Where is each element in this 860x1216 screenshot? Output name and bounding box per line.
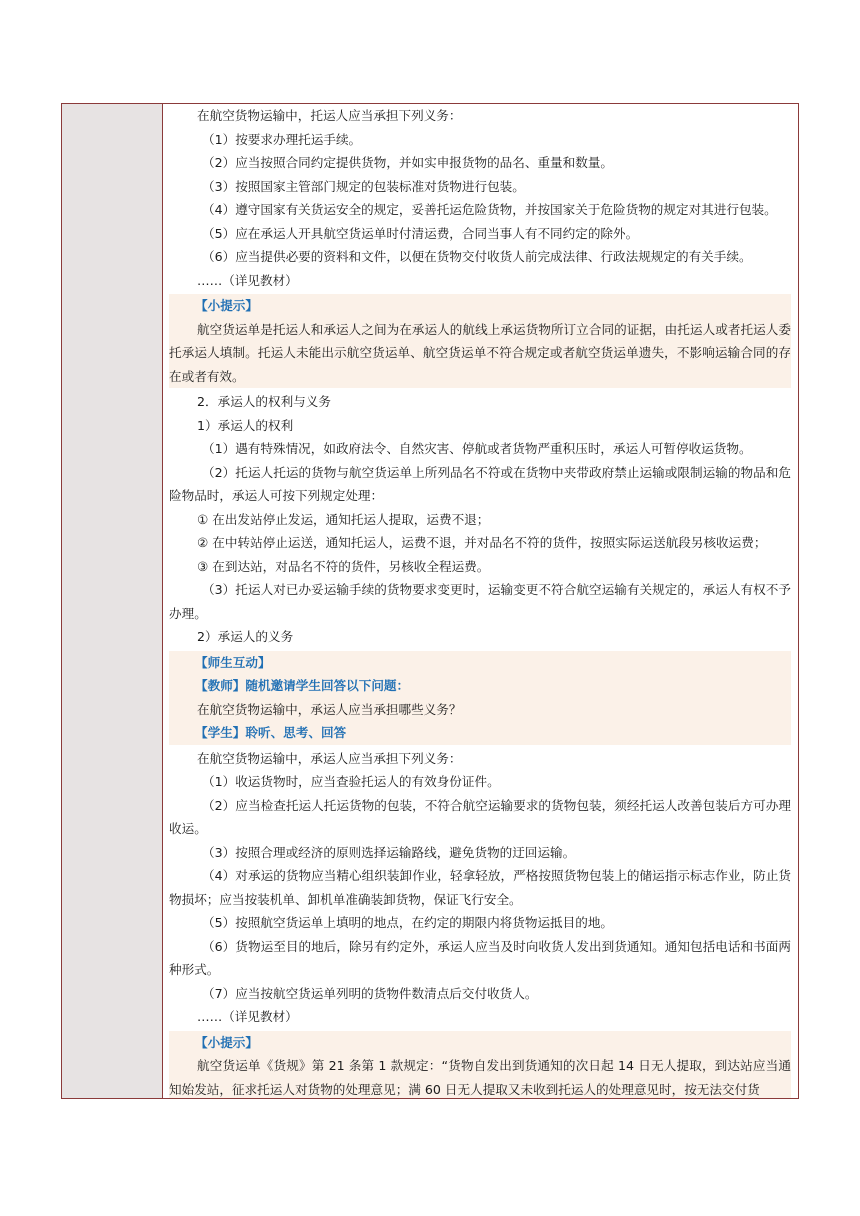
subsection-heading: 2）承运人的义务 [197, 629, 294, 644]
tip-text: 航空货运单是托运人和承运人之间为在承运人的航线上承运货物所订立合同的证据，由托运人或者托运人委托承运人填制。托运人未能出示航空货运单、航空货运单不符合规定或者航空货运单遗失，不影响运输合同的存在或者有效。 [169, 321, 791, 384]
see-textbook: ……（详见教材） [197, 1009, 298, 1024]
tip-label: 【小提示】 [195, 298, 258, 313]
shipper-item: （1）按要求办理托运手续。 [202, 131, 362, 147]
carrier-item: （2）应当检查托运人托运货物的包装，不符合航空运输要求的货物包装，须经托运人改善包装后方可办理收运。 [169, 797, 791, 836]
left-column [62, 104, 163, 1098]
carrier-item: （1）收运货物时，应当查验托运人的有效身份证件。 [202, 774, 500, 789]
shipper-item: （4）遵守国家有关货运安全的规定，妥善托运危险货物，并按国家关于危险货物的规定对其进行包装。 [202, 202, 777, 217]
carrier-item: （3）按照合理或经济的原则选择运输路线，避免货物的迂回运输。 [202, 844, 576, 860]
shipper-item: （3）按照国家主管部门规定的包装标准对货物进行包装。 [202, 178, 525, 194]
carrier-right: （2）托运人托运的货物与航空货运单上所列品名不符或在货物中夹带政府禁止运输或限制运输的物品和危险物品时，承运人可按下列规定处理： [169, 464, 791, 503]
carrier-right-sub: ② 在中转站停止运送，通知托运人，运费不退，并对品名不符的货件，按照实际运送航段另核收运费； [197, 535, 767, 550]
carrier-right-sub: ③ 在到达站，对品名不符的货件，另核收全程运费。 [197, 558, 490, 574]
content-table [61, 103, 799, 1099]
carrier-right: （3）托运人对已办妥运输手续的货物要求变更时，运输变更不符合航空运输有关规定的，承运人有权不予办理。 [169, 582, 791, 621]
interaction-box [169, 651, 791, 745]
student-prompt: 【学生】聆听、思考、回答 [195, 725, 347, 740]
see-textbook: ……（详见教材） [197, 272, 298, 288]
teacher-prompt: 【教师】随机邀请学生回答以下问题： [195, 678, 410, 693]
content-cell [169, 104, 791, 1099]
carrier-intro: 在航空货物运输中，承运人应当承担下列义务： [197, 750, 462, 766]
carrier-item: （6）货物运至目的地后，除另有约定外，承运人应当及时向收货人发出到货通知。通知包括电话和书面两种形式。 [169, 938, 791, 977]
carrier-right-sub: ① 在出发站停止发运，通知托运人提取，运费不退； [197, 511, 490, 527]
shipper-item: （6）应当提供必要的资料和文件，以便在货物交付收货人前完成法律、行政法规规定的有关手续。 [202, 249, 752, 264]
interaction-question: 在航空货物运输中，承运人应当承担哪些义务？ [197, 701, 462, 717]
tip-label: 【小提示】 [195, 1034, 258, 1050]
carrier-item: （7）应当按航空货运单列明的货物件数清点后交付收货人。 [202, 985, 538, 1001]
tip-text: 航空货运单《货规》第 21 条第 1 款规定：“货物自发出到货通知的次日起 14 日无人提取，到达站应当通知始发站，征求托运人对货物的处理意见；满 60 日无人提取又未收到托运人的处理意见时，按无法交付货 [169, 1058, 791, 1097]
carrier-item: （4）对承运的货物应当精心组织装卸作业，轻拿轻放，严格按照货物包装上的储运指示标志作业，防止货物损坏；应当按装机单、卸机单准确装卸货物，保证飞行安全。 [169, 868, 791, 907]
tip-box [169, 294, 791, 388]
tip-box [169, 1031, 791, 1100]
shipper-intro: 在航空货物运输中，托运人应当承担下列义务： [197, 108, 462, 123]
carrier-item: （5）按照航空货运单上填明的地点，在约定的期限内将货物运抵目的地。 [202, 915, 614, 930]
carrier-right: （1）遇有特殊情况，如政府法令、自然灾害、停航或者货物严重积压时，承运人可暂停收运货物。 [202, 441, 752, 456]
interaction-label: 【师生互动】 [195, 654, 271, 670]
shipper-item: （2）应当按照合同约定提供货物，并如实申报货物的品名、重量和数量。 [202, 155, 614, 170]
shipper-item: （5）应在承运人开具航空货运单时付清运费，合同当事人有不同约定的除外。 [202, 225, 639, 241]
section-heading: 2．承运人的权利与义务 [197, 394, 331, 409]
subsection-heading: 1）承运人的权利 [197, 417, 294, 433]
